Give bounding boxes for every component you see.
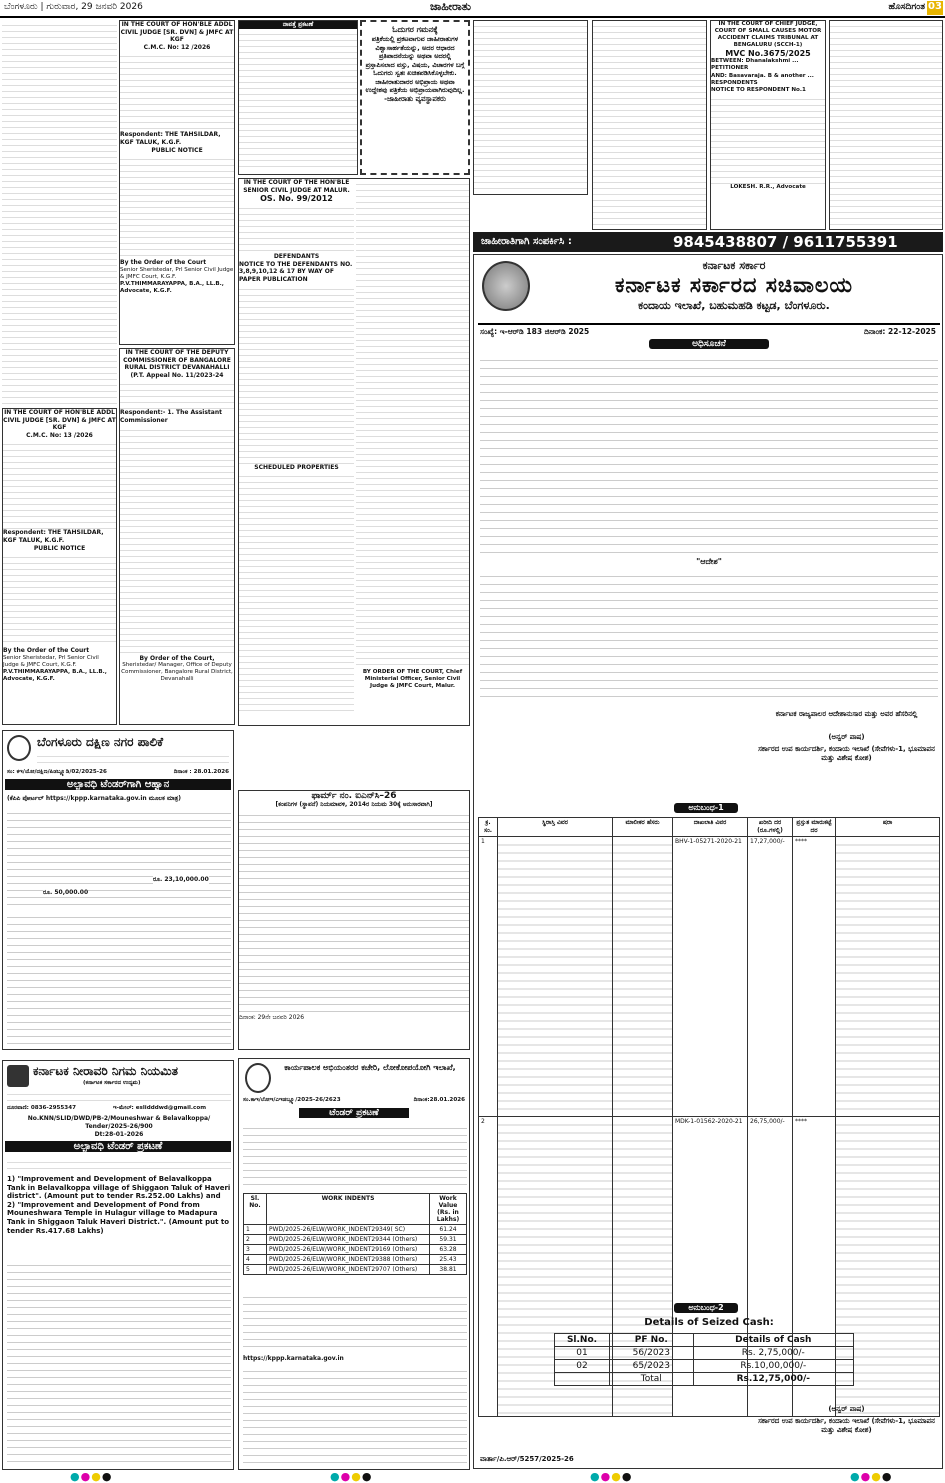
missing-person-notice [238,20,358,175]
gov-sign-name-2: (ಅನ್ವರ್ ಪಾಷ) [828,1405,865,1413]
dc-case: (P.T. Appeal No. 11/2023-24 [130,371,224,379]
cell-sl: 4 [244,1255,267,1265]
table-row [244,1245,467,1255]
kniv-ref: No.KNN/SLID/DWD/PB-2/Mouneshwar & Belavalkoppa/ Tender/2025-26/900 [27,1115,211,1130]
bbmp-date: ದಿನಾಂಕ : 28.01.2026 [173,769,229,775]
filler-text [480,353,938,553]
table-row [244,1235,467,1245]
bbmp-ref: ಸಂ: ಕಇ/ಯೋ/ದಕ್ಷಿಣ/ಪಿಡಬ್ಲ್ಯೂಡಿ/02/2025-26 [7,769,107,775]
cell-cash: Rs.10,00,000/- [693,1360,853,1373]
kannada-notice-3 [592,20,707,230]
col-header: WORK INDENTS [267,1194,430,1225]
order-line: By the Order of the Court [120,259,207,267]
gov-emblem-icon [482,261,530,311]
table-row [244,1265,467,1275]
table-header-row [555,1334,854,1347]
filler-text [239,29,357,169]
pwd-table [243,1193,467,1275]
filler-text [3,439,116,529]
table-row [555,1360,854,1373]
court-case-no: C.M.C. No: 12 /2026 [143,43,211,51]
kniv-phone: ದೂರವಾಣಿ: 0836-2955347 [7,1105,76,1111]
bbmp-portal: (ಕೆಪಿಪಿ ಪೋರ್ಟಲ್ https://kppp.karnataka.gov.in ಮೂಲಕ ಮಾತ್ರ) [7,795,181,802]
filler-text [120,379,234,409]
court-title: IN THE COURT OF HON'BLE ADDL CIVIL JUDGE [SR. DVN] & JMFC AT KGF [120,21,234,44]
gov-sign-title-2: ಸರ್ಕಾರದ ಉಪ ಕಾರ್ಯದರ್ಶಿ, ಕಂದಾಯ ಇಲಾಖೆ (ಸೇವೆಗಳು-1, ಭೂಮಾಪನ ಮತ್ತು ವಿಶೇಷ ಕೋಶ) [758,1417,935,1434]
cell-value: 25.43 [430,1255,467,1265]
header-date: ಬೆಂಗಳೂರು | ಗುರುವಾರ, 29 ಜನವರಿ 2026 [4,2,143,12]
pwd-date: ದಿನಾಂಕ:28.01.2026 [413,1097,465,1103]
cell-sl: 5 [244,1265,267,1275]
form-title: ಫಾರ್ಮ್ ನಂ. ಐಎನ್‌ಸಿ–26 [311,791,397,801]
col-header: Details of Cash [693,1334,853,1347]
mvc-sign: LOKESH. R.R., Advocate [730,183,806,190]
col-header: ಸ್ಥಿರಾಸ್ತಿ ವಿವರ [498,818,613,837]
notice-title: ನಾಪತ್ತೆ ಪ್ರಕಟಣೆ [239,21,357,29]
row-doc: MDK-1-01562-2020-21 [673,1117,748,1417]
schedule: SCHEDULED PROPERTIES [254,463,339,471]
filler-text [3,552,116,647]
kniv-tender-heading: ಅಲ್ಪಾವಧಿ ಟೆಂಡರ್ ಪ್ರಕಟಣೆ [5,1141,231,1152]
advocate: P.V.THIMMARAYAPPA, B.A., LL.B., Advocate, K.G.F. [120,280,224,295]
row-market: **** [793,1117,836,1417]
gov-notification-heading: ಅಧಿಸೂಚನೆ [649,339,769,349]
table-total-row [555,1373,854,1386]
gov-order-heading: "ಆದೇಶ" [696,557,722,566]
table-row [555,1347,854,1360]
cell-work: PWD/2025-26/ELW/WORK_INDENT29707 (Others) [267,1265,430,1275]
form-inc26 [238,790,470,1050]
header-paper: ಹೊಸದಿಗಂತ [888,2,925,12]
gov-notification [473,254,943,1469]
cell-work: PWD/2025-26/ELW/WORK_INDENT29169 (Others) [267,1245,430,1255]
row-price: 17,27,000/- [748,837,793,1117]
cell-sl: 02 [555,1360,610,1373]
seized-table [554,1333,854,1386]
seized-title: Details of Seized Cash: [644,1317,774,1328]
senior-civil-court-notice [238,178,470,726]
court-notice-kgf-13 [2,408,117,725]
filler-text [243,1122,467,1190]
attention-line: ಪತ್ರಿಕೆಯಲ್ಲಿ ಪ್ರಕಟವಾಗುವ ಜಾಹೀರಾತುಗಳ ವಿಶ್ವಾಸಾರ್ಹತೆಯನ್ನು, ಅದರ ಆಧಾರದ ಪ್ರತಿಪಾದನೆಯನ್ನು ಅಥವಾ ಅದರಲ್ಲಿ ಪ್ರಸ್ತಾಪಿಸಲಾದ ವಸ್ತು, ವಿಷಯ, ವಿಚಾರಗಳ ಬಗ್ಗೆ ಓದುಗರು ಸ್ವತಃ ಖಚಿತಪಡಿಸಿಕೊಳ್ಳಬೇಕು. [365,35,465,77]
col-header: ಷರಾ [836,818,940,837]
attention-line: ಜಾಹೀರಾತುದಾರರ ಅಭಿಪ್ರಾಯ ಅಥವಾ ಉದ್ದೇಶವು ಪತ್ರಿಕೆಯ ಅಭಿಪ್ರಾಯವಾಗಿರುವುದಿಲ್ಲ. [365,77,465,94]
row-doc: BHV-1-05271-2020-21 [673,837,748,1117]
row-price: 26,75,000/- [748,1117,793,1417]
filler-text [120,154,234,259]
col-header: Sl. No. [244,1194,267,1225]
dc-respondent: Respondent:- 1. The Assistant Commissioner [120,409,222,424]
filler-text [480,569,938,703]
table-header-row [479,818,940,837]
header-section: ಜಾಹೀರಾತು [430,0,472,13]
ad-contact-numbers: 9845438807 / 9611755391 [673,233,898,251]
court-notice-dc [119,348,235,725]
filler-text [7,1259,231,1464]
filler-text [239,809,469,1014]
cell-sl: 1 [244,1225,267,1235]
order-line: By the Order of the Court [3,647,90,655]
attention-box [360,20,470,175]
cell-sl: 01 [555,1347,610,1360]
filler-text [356,179,469,669]
defendants: DEFENDANTS [273,253,320,261]
gov-ref: ಸಂಖ್ಯೆ: ಇ-ಆರ್‌ಡಿ 183 ಜಿಆರ್‌ಡಿ 2025 [480,327,590,336]
table-header-row [244,1194,467,1225]
kniv-sub: (ಕರ್ನಾಟಕ ಸರ್ಕಾರದ ಉದ್ಯಮ) [83,1080,141,1086]
filler-text [7,1157,231,1173]
col-header: Sl.No. [555,1334,610,1347]
mvc-case: MVC No.3675/2025 [725,49,811,59]
cell-value: 59.31 [430,1235,467,1245]
kniv-works: 1) "Improvement and Development of Belavalkoppa Tank in Belavalkoppa village of Shiggaon Taluk of Haveri district". (Amount put to tender Rs.252.00 Lakhs) and 2) "Improvement and Development of Pond from Mouneshwara Temple in Hulagur village to Madapura Tank in Shiggaon Taluk Haveri District.". (Amount put to tender Rs.417.68 Lakhs) [7,1175,231,1235]
form-date: ದಿನಾಂಕ: 29ನೇ ಜನವರಿ 2026 [239,1013,305,1021]
cell-work: PWD/2025-26/ELW/WORK_INDENT29344 (Others) [267,1235,430,1245]
filler-text [120,425,234,655]
col-header: PF No. [610,1334,694,1347]
court-case-no: C.M.C. No: 13 /2026 [26,431,93,439]
filler-text [243,1291,467,1351]
respondent: Respondent: THE TAHSILDAR, KGF TALUK, K.G.F. [120,131,221,146]
cell-sl: 3 [244,1245,267,1255]
attention-title: ಓದುಗರ ಗಮನಕ್ಕೆ [392,25,438,34]
cell-cash: Rs. 2,75,000/- [693,1347,853,1360]
col-header: ಖರೀದಿ ದರ (ರೂ.ಗಳಲ್ಲಿ) [748,818,793,837]
attention-sign: -ಜಾಹೀರಾತು ವ್ಯವಸ್ಥಾಪಕರು [384,94,446,103]
pwd-title: ಕಾರ್ಯಪಾಲಕ ಅಭಿಯಂತರರ ಕಚೇರಿ, ಲೋಕೋಪಯೋಗಿ ಇಲಾಖೆ, [284,1063,456,1072]
bbmp-amount: ರೂ. 23,10,000.00 [153,876,209,883]
row-no: 2 [479,1117,498,1417]
filler-text [239,471,354,711]
gov-sign-name: (ಅನ್ವರ್ ಪಾಷ) [828,733,865,741]
col-header: ಮಾಲೀಕರ ಹೆಸರು [613,818,673,837]
mvc-notice: NOTICE TO RESPONDENT No.1 [711,86,806,93]
cell-total: Rs.12,75,000/- [693,1373,853,1386]
mvc-and: AND: Basavaraja. B & another ... RESPONDENTS [711,72,814,86]
col-header: ಕ್ರ. ಸಂ. [479,818,498,837]
advocate: P.V.THIMMARAYAPPA, B.A., LL.B., Advocate, K.G.F. [3,668,107,683]
gov-sign-block: ಕರ್ನಾಟಕ ರಾಜ್ಯಪಾಲರ ಆದೇಶಾನುಸಾರ ಮತ್ತು ಅವರ ಹೆಸರಿನಲ್ಲಿ [775,710,918,718]
cell-value: 38.81 [430,1265,467,1275]
annex1-heading: ಅನುಬಂಧ-1 [674,803,738,813]
row-market: **** [793,837,836,1117]
page-header [0,0,945,18]
bbmp-tender [2,730,234,1050]
public-notice-heading: PUBLIC NOTICE [151,146,203,154]
bbmp-title: ಬೆಂಗಳೂರು ದಕ್ಷಿಣ ನಗರ ಪಾಲಿಕೆ [37,735,164,749]
kniv-email: ಇ-ಮೇಲ್: eslidddwd@gmail.com [113,1105,207,1111]
cell-work: PWD/2025-26/ELW/WORK_INDENT29349( SC) [267,1225,430,1235]
order-sign: Senior Sheristedar, Prl Senior Civil Judge & JMFC Court, K.G.F. [120,266,234,280]
kniv-date: Dt:28-01-2026 [94,1131,144,1138]
dc-title: IN THE COURT OF THE DEPUTY COMMISSIONER OF BANGALORE RURAL DISTRICT DEVANAHALLI [123,349,231,372]
dc-sign: Sheristedar/ Manager, Office of Deputy Commissioner, Bangalore Rural District, Devanahalli [121,662,233,683]
print-marks: ●●●● [590,1470,633,1483]
kniv-tender [2,1060,234,1470]
ad-contact-label: ಜಾಹೀರಾತಿಗಾಗಿ ಸಂಪರ್ಕಿಸಿ : [481,236,572,247]
public-notice-heading: PUBLIC NOTICE [33,544,86,552]
filler-text [37,751,229,765]
bbmp-logo-icon [7,735,31,761]
filler-text [593,21,706,230]
cell-pf: 56/2023 [610,1347,694,1360]
pwd-logo-icon [245,1063,271,1093]
table-row [244,1255,467,1265]
annex2-heading: ಅನುಬಂಧ-2 [674,1303,738,1313]
bbmp-tender-heading: ಅಲ್ಪಾವಧಿ ಟೆಂಡರ್‌ಗಾಗಿ ಆಹ್ವಾನ [5,779,231,790]
kannada-notice-2 [473,20,588,195]
court-case: OS. No. 99/2012 [260,194,333,204]
pwd-tender-heading: ಟೆಂಡರ್ ಪ್ರಕಟಣೆ [299,1108,409,1118]
gov-title: ಕರ್ನಾಟಕ ಸರ್ಕಾರದ ಸಚಿವಾಲಯ [614,273,854,297]
court-order: BY ORDER OF THE COURT, Chief Ministerial Officer, Senior Civil Judge & JMFC Court, Malur. [362,669,463,690]
kniv-logo-icon [7,1065,29,1087]
filler-text [830,21,942,230]
row-no: 1 [479,837,498,1117]
table-row [244,1225,467,1235]
notice-line: NOTICE TO THE DEFENDANTS NO. 3,8,9,10,12 & 17 BY WAY OF PAPER PUBLICATION [239,260,353,283]
gov-state: ಕರ್ನಾಟಕ ಸರ್ಕಾರ [702,259,766,272]
filler-text [711,94,825,184]
kniv-title: ಕರ್ನಾಟಕ ನೀರಾವರಿ ನಿಗಮ ನಿಯಮಿತ [33,1064,178,1078]
gov-footer: ವಾರ್ತಾ/ಪಿ.ಆರ್/5257/2025-26 [480,1455,574,1463]
filler-text [7,807,231,907]
respondent: Respondent: THE TAHSILDAR, KGF TALUK, K.G.F. [3,529,104,544]
cell-pf: 65/2023 [610,1360,694,1373]
order-sign: Senior Sheristedar, Prl Senior Civil Judge & JMFC Court, K.G.F. [3,654,99,668]
gov-sign-title: ಸರ್ಕಾರದ ಉಪ ಕಾರ್ಯದರ್ಶಿ, ಕಂದಾಯ ಇಲಾಖೆ (ಸೇವೆಗಳು-1, ಭೂಮಾಪನ ಮತ್ತು ವಿಶೇಷ ಕೋಶ) [758,745,935,762]
cell-total-label: Total [610,1373,694,1386]
court-title: IN THE COURT OF HON'BLE ADDL CIVIL JUDGE [SR. DVN] & JMFC AT KGF [3,409,116,432]
page-number: 03 [927,1,943,15]
col-header: ಪ್ರಸ್ತುತ ಮಾರುಕಟ್ಟೆ ದರ [793,818,836,837]
mvc-notice [710,20,826,230]
cell-value: 63.28 [430,1245,467,1255]
print-marks: ●●●● [70,1470,113,1483]
cell-value: 61.24 [430,1225,467,1235]
pwd-tender [238,1058,470,1470]
filler-text [120,51,234,131]
cell-work: PWD/2025-26/ELW/WORK_INDENT29388 (Others) [267,1255,430,1265]
filler-text [239,203,354,253]
filler-text [243,1365,467,1465]
filler-text [239,284,354,464]
filler-text [7,911,231,1046]
pwd-portal: https://kppp.karnataka.gov.in [243,1355,344,1362]
bbmp-emd: ರೂ. 50,000.00 [43,889,89,896]
mvc-title: IN THE COURT OF CHIEF JUDGE, COURT OF SMALL CAUSES MOTOR ACCIDENT CLAIMS TRIBUNAL AT BENGALURU (SCCH-1) [714,21,822,49]
kannada-notice-4 [829,20,943,230]
print-marks: ●●●● [330,1470,373,1483]
ad-contact-banner [473,232,943,252]
court-notice-kgf-12 [119,20,235,345]
print-marks: ●●●● [850,1470,893,1483]
form-sub: [ಕಂಪನಿಗಳ (ಸ್ಥಾಪನೆ) ನಿಯಮಾವಳಿ, 2014ರ ನಿಯಮ 30ಕ್ಕೆ ಅನುಸಾರವಾಗಿ] [275,801,433,808]
filler-text [7,1089,231,1103]
divider [478,323,940,325]
col-header: Work Value (Rs. in Lakhs) [430,1194,467,1225]
pwd-ref: ಸಂ.ಕಾಇ/ಲೋಇ/ಎಇಡಬ್ಲ್ಯೂ/2025-26/2623 [243,1097,341,1103]
court-title: IN THE COURT OF THE HON'BLE SENIOR CIVIL JUDGE AT MALUR. [243,179,350,194]
dc-order: By Order of the Court, [139,654,215,662]
gov-dept: ಕಂದಾಯ ಇಲಾಖೆ, ಬಹುಮಹಡಿ ಕಟ್ಟಡ, ಬೆಂಗಳೂರು. [638,299,830,312]
table-row [479,837,940,1117]
cell-sl: 2 [244,1235,267,1245]
col-header: ದಾಖಲಾತಿ ವಿವರ [673,818,748,837]
mvc-between: BETWEEN: Dhanalakshmi ... PETITIONER [711,58,799,72]
filler-text [474,21,587,195]
gov-date: ದಿನಾಂಕ: 22-12-2025 [864,327,936,336]
